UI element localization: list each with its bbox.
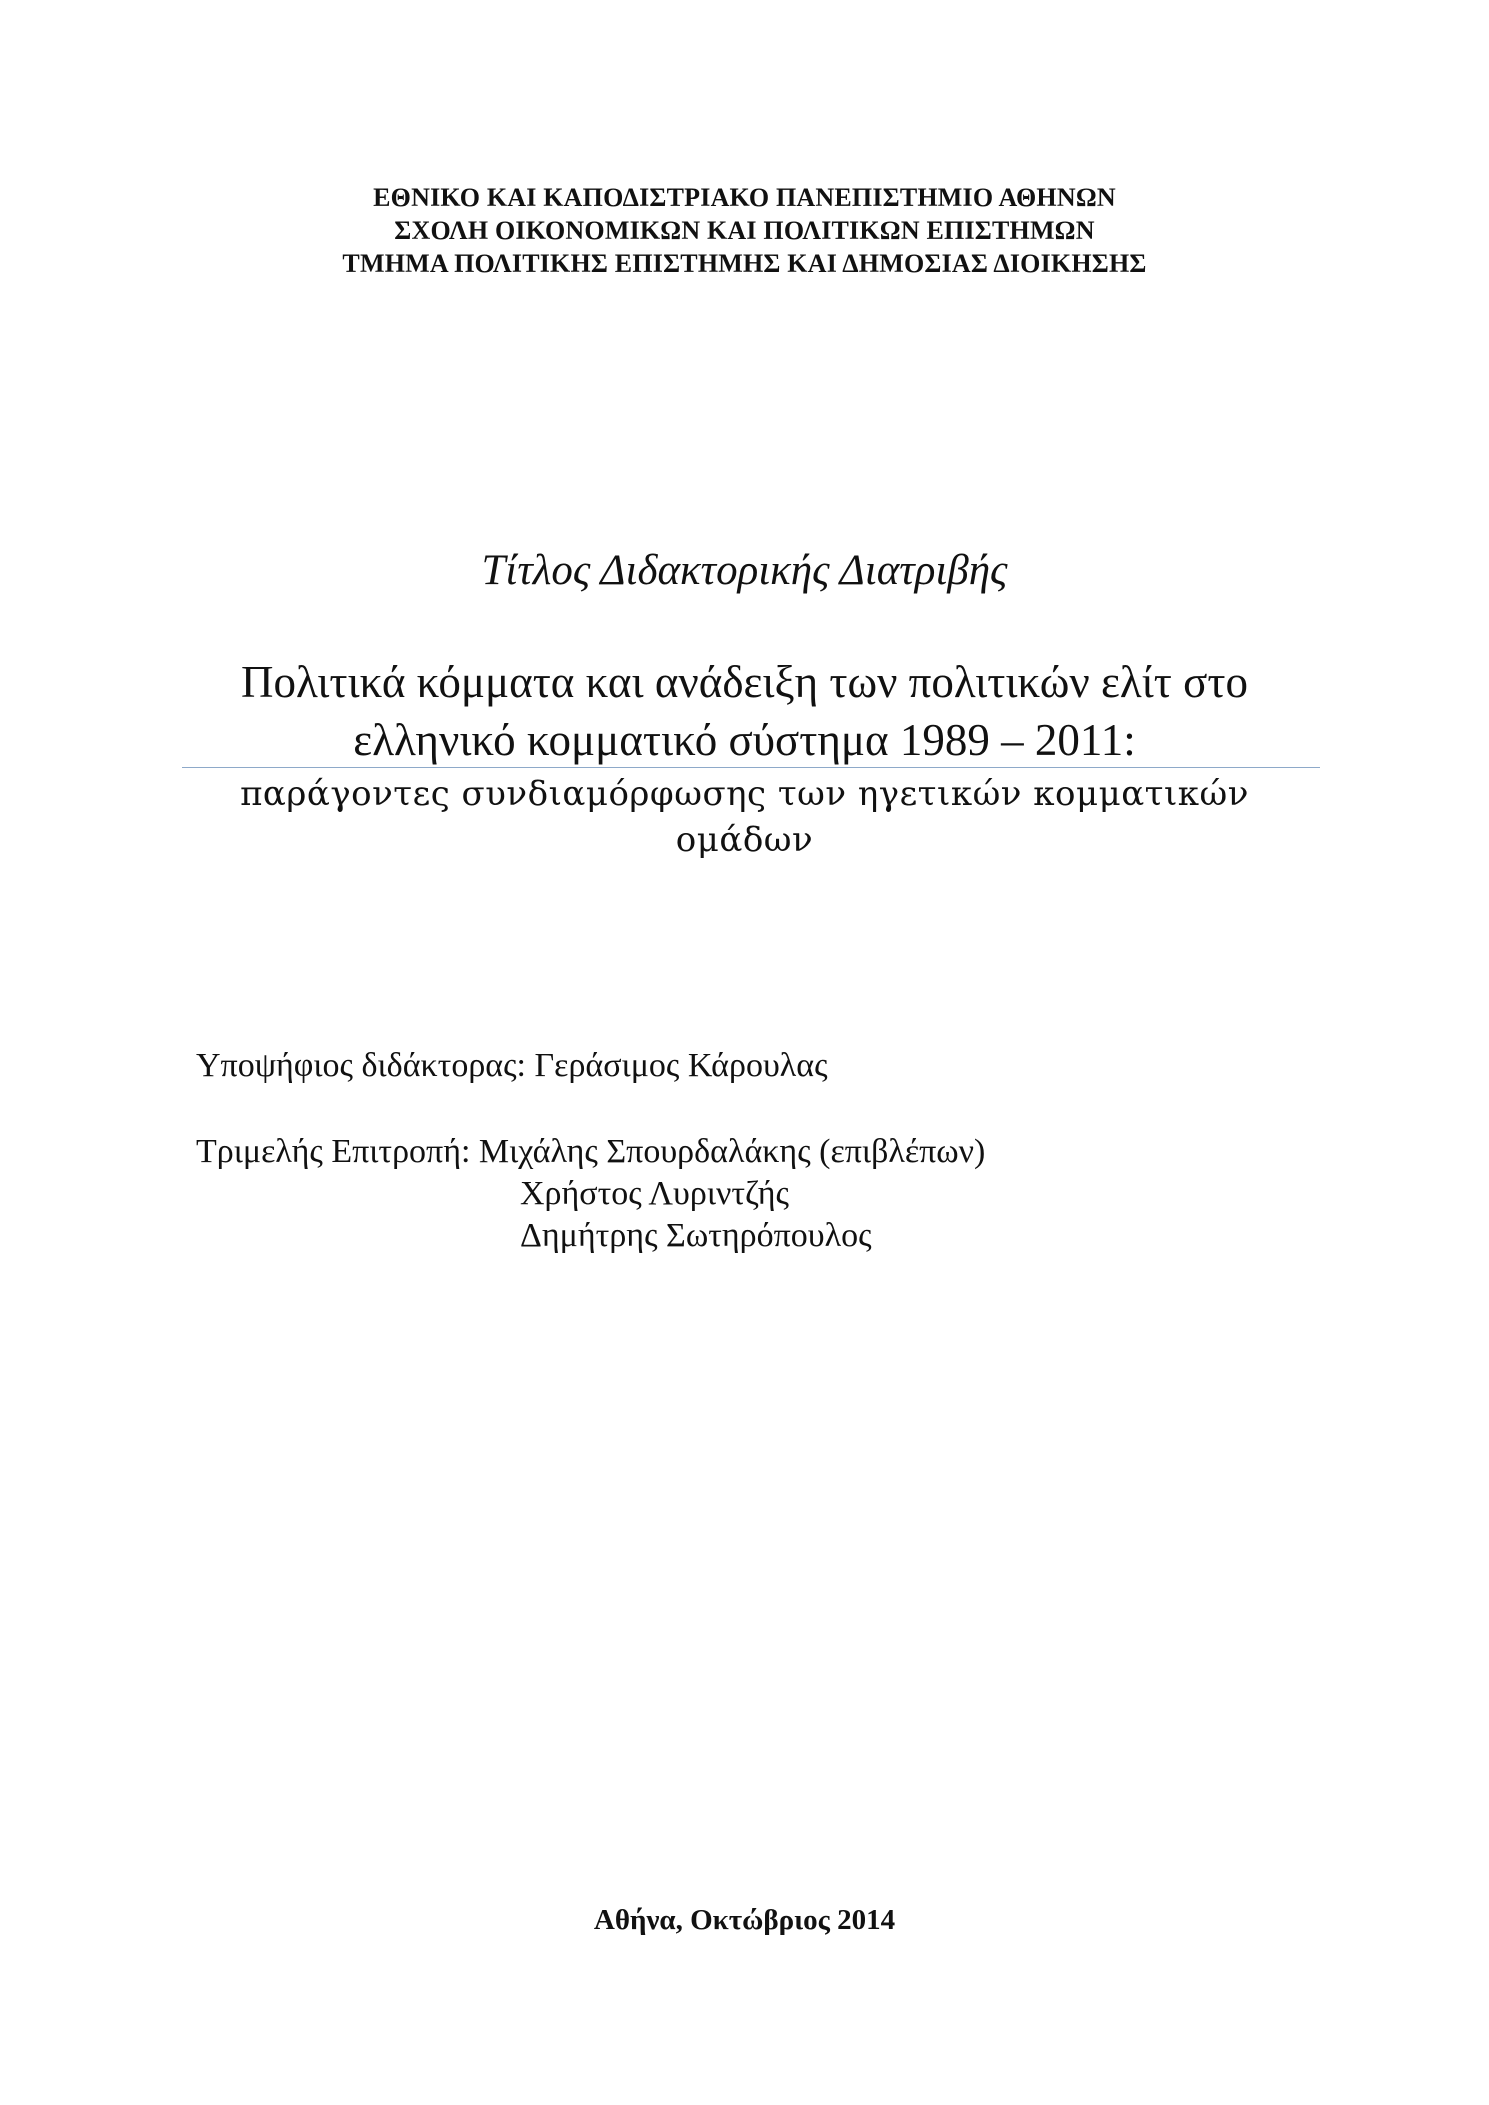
thesis-title-line-2: ελληνικό κομματικό σύστημα 1989 – 2011:: [353, 715, 1136, 765]
committee-line: Τριμελής Επιτροπή: Μιχάλης Σπουρδαλάκης (επιβλέπων): [196, 1133, 986, 1170]
department-name: ΤΜΗΜΑ ΠΟΛΙΤΙΚΗΣ ΕΠΙΣΤΗΜΗΣ ΚΑΙ ΔΗΜΟΣΙΑΣ ΔΙΟΙΚΗΣΗΣ: [342, 249, 1147, 278]
place-date: Αθήνα, Οκτώβριος 2014: [593, 1904, 896, 1936]
candidate-line: Υποψήφιος διδάκτορας: Γεράσιμος Κάρουλας: [196, 1047, 828, 1084]
thesis-subtitle-line-2: ομάδων: [675, 820, 814, 860]
thesis-heading: Τίτλος Διδακτορικής Διατριβής: [481, 547, 1008, 594]
thesis-title-line-1: Πολιτικά κόμματα και ανάδειξη των πολιτικών ελίτ στο: [241, 657, 1248, 707]
title-divider: [182, 767, 1320, 768]
committee-member-2: Χρήστος Λυριντζής: [520, 1175, 790, 1212]
committee-member-3: Δημήτρης Σωτηρόπουλος: [520, 1217, 872, 1254]
university-name: ΕΘΝΙΚΟ ΚΑΙ ΚΑΠΟΔΙΣΤΡΙΑΚΟ ΠΑΝΕΠΙΣΤΗΜΙΟ ΑΘΗΝΩΝ: [373, 183, 1116, 212]
thesis-subtitle-line-1: παράγοντες συνδιαμόρφωσης των ηγετικών κομματικών: [240, 774, 1249, 814]
school-name: ΣΧΟΛΗ ΟΙΚΟΝΟΜΙΚΩΝ ΚΑΙ ΠΟΛΙΤΙΚΩΝ ΕΠΙΣΤΗΜΩΝ: [394, 216, 1095, 245]
